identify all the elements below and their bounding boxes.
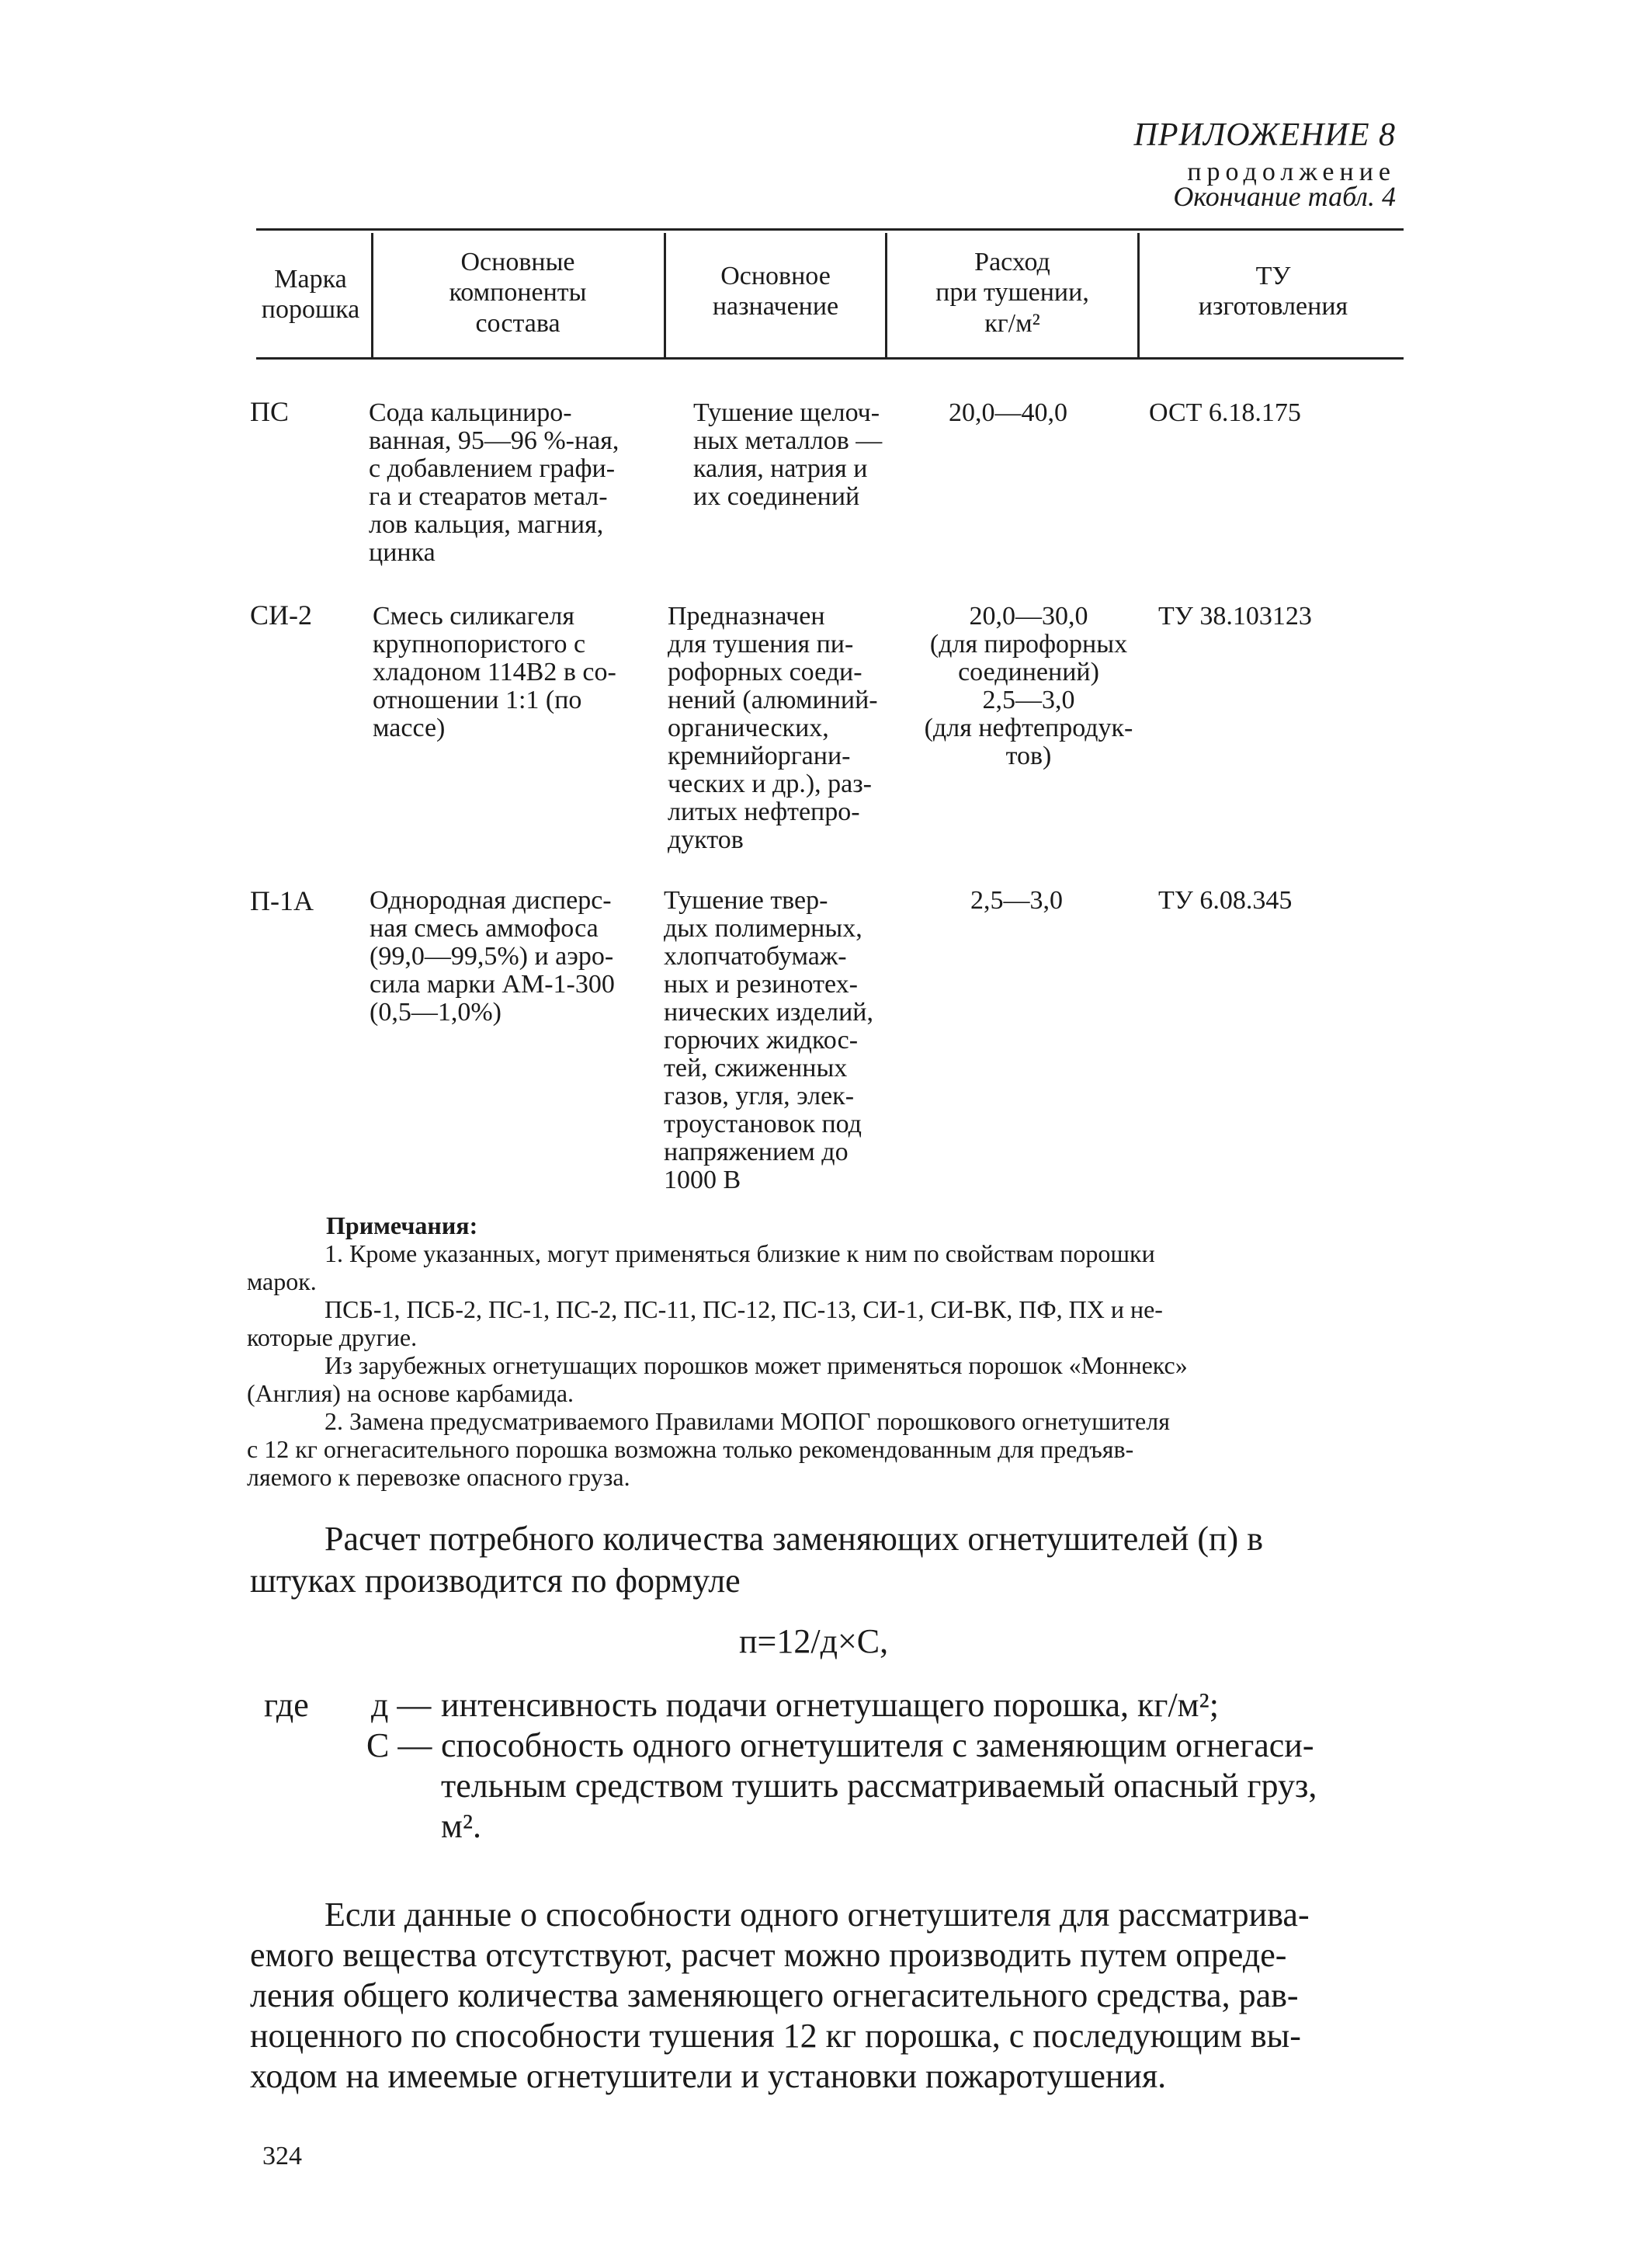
page-number: 324: [262, 2142, 302, 2170]
column-header-tu: ТУ изготовления: [1198, 262, 1348, 321]
def2-line: м².: [441, 1807, 482, 1845]
row-si2-purpose: Предназначен для тушения пи- рофорных соеди- нений (алюминий- органических, кремнийоргани- ческих и др.), раз- литых нефтепро- дуктов: [668, 602, 878, 854]
paragraph-line: ноценного по способности тушения 12 кг порошка, с последующим вы-: [250, 2017, 1301, 2055]
def2-line: тельным средством тушить рассматриваемый опасный груз,: [441, 1767, 1317, 1805]
paragraph-line: Если данные о способности одного огнетушителя для рассматрива-: [324, 1896, 1310, 1934]
notes-title: Примечания:: [326, 1211, 478, 1239]
table-end-label: Окончание табл. 4: [1173, 181, 1396, 212]
row-si2-components: Смесь силикагеля крупнопористого с хладоном 114В2 в со- отношении 1:1 (по массе): [373, 602, 616, 742]
column-header-purpose: Основное назначение: [712, 262, 839, 321]
def2-line: способность одного огнетушителя с заменяющим огнегаси-: [441, 1726, 1314, 1764]
row-p1a-mark: П-1А: [250, 885, 314, 916]
notes-body: [247, 1239, 1404, 1491]
calc-intro-line-2: штуках производится по формуле: [250, 1562, 741, 1600]
def2-text: [441, 1725, 1317, 1847]
appendix-title: ПРИЛОЖЕНИЕ 8: [1133, 117, 1396, 153]
row-p1a-consumption: 2,5—3,0: [970, 886, 1063, 915]
row-ps-mark: ПС: [250, 396, 290, 427]
paragraph-line: ления общего количества заменяющего огнегасительного средства, рав-: [250, 1976, 1299, 2014]
column-header-consumption: Расход при тушении, кг/м²: [935, 248, 1089, 338]
formula: п=12/д×С,: [739, 1622, 889, 1660]
note-line: Из зарубежных огнетушащих порошков может применяться порошок «Моннекс»: [324, 1351, 1188, 1379]
def1-symbol: д —: [371, 1686, 432, 1724]
row-p1a-purpose: Тушение твер- дых полимерных, хлопчатобумаж- ных и резинотех- нических изделий, горючих жидкос- тей, сжиженных газов, угля, элек- троустановок под напряжением до 1000 В: [664, 886, 873, 1194]
note-line: 1. Кроме указанных, могут применяться близкие к ним по свойствам порошки: [324, 1239, 1155, 1267]
note-line: марок.: [247, 1267, 317, 1295]
where-label: где: [264, 1686, 309, 1724]
def1-text: интенсивность подачи огнетушащего порошка, кг/м²;: [441, 1686, 1219, 1724]
row-ps-components: Сода кальциниро- ванная, 95—96 %-ная, с добавлением графи- га и стеаратов метал- лов кальция, магния, цинка: [369, 398, 620, 567]
row-ps-tu: ОСТ 6.18.175: [1149, 398, 1301, 427]
column-divider-1: [371, 233, 373, 357]
row-si2-consumption: 20,0—30,0 (для пирофорных соединений) 2,5—3,0 (для нефтепродук- тов): [924, 602, 1133, 770]
row-p1a-components: Однородная дисперс- ная смесь аммофоса (99,0—99,5%) и аэро- сила марки АМ-1-300 (0,5—1,0%): [370, 886, 615, 1027]
note-line: 2. Замена предусматриваемого Правилами МОПОГ порошкового огнетушителя: [324, 1407, 1170, 1435]
calc-intro-line-1: Расчет потребного количества заменяющих огнетушителей (п) в: [324, 1520, 1263, 1558]
table-header-bottom-rule: [256, 357, 1404, 360]
paragraph-line: емого вещества отсутствуют, расчет можно производить путем опреде-: [250, 1936, 1287, 1974]
row-si2-tu: ТУ 38.103123: [1158, 602, 1312, 631]
row-p1a-tu: ТУ 6.08.345: [1158, 886, 1293, 915]
continuation-label: продолжение: [1187, 158, 1396, 186]
column-divider-4: [1137, 233, 1140, 357]
table-top-rule: [256, 228, 1404, 231]
column-header-components: Основные компоненты состава: [449, 248, 587, 338]
note-line: которые другие.: [247, 1323, 418, 1351]
note-line: (Англия) на основе карбамида.: [247, 1379, 574, 1407]
row-ps-purpose: Тушение щелоч- ных металлов — калия, натрия и их соединений: [693, 398, 883, 511]
row-ps-consumption: 20,0—40,0: [949, 398, 1067, 427]
column-header-mark: Марка порошка: [261, 265, 360, 325]
column-divider-2: [664, 233, 666, 357]
paragraph-line: ходом на имеемые огнетушители и установки пожаротушения.: [250, 2057, 1167, 2095]
def2-symbol: С —: [366, 1726, 432, 1764]
note-line: ляемого к перевозке опасного груза.: [247, 1463, 630, 1491]
final-paragraph: [250, 1895, 1310, 2097]
row-si2-mark: СИ-2: [250, 599, 312, 631]
note-line: с 12 кг огнегасительного порошка возможна только рекомендованным для предъяв-: [247, 1435, 1134, 1463]
note-line: ПСБ-1, ПСБ-2, ПС-1, ПС-2, ПС-11, ПС-12, ПС-13, СИ-1, СИ-ВК, ПФ, ПХ и не-: [324, 1295, 1163, 1323]
column-divider-3: [885, 233, 887, 357]
